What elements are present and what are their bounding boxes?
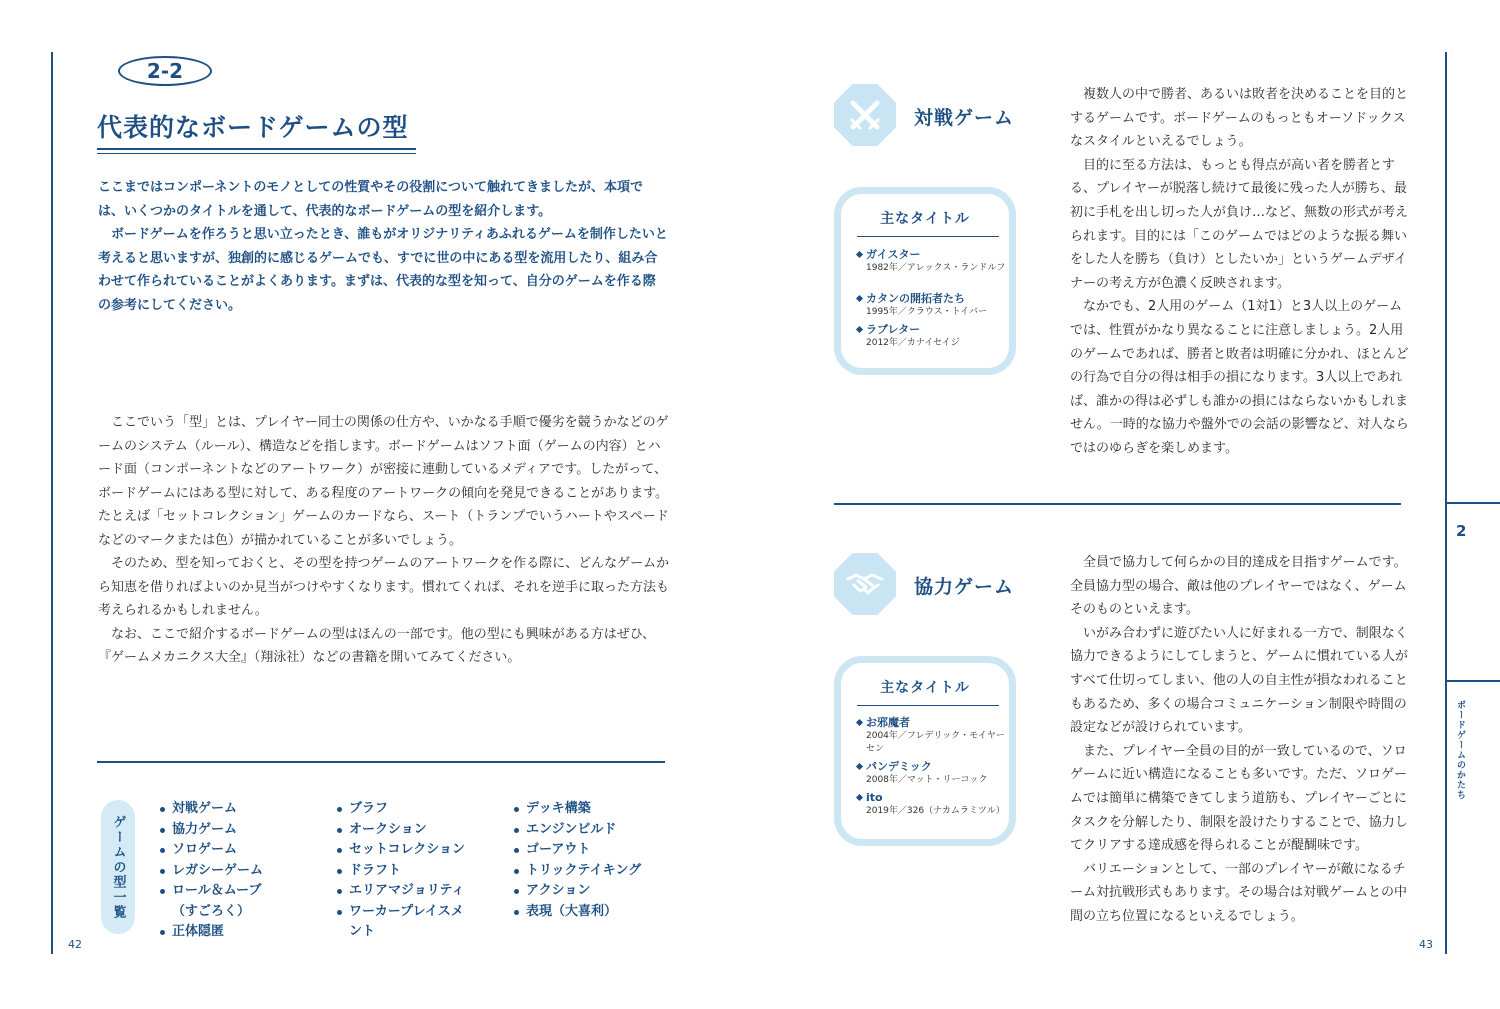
type-item: 対戦ゲーム (158, 799, 298, 820)
body-paragraph: 全員で協力して何らかの目的達成を目指すゲームです。全員協力型の場合、敵は他のプレイヤーではなく、ゲームそのものといえます。 (1070, 555, 1407, 618)
body-paragraph: いがみ合わずに遊びたい人に好まれる一方で、制限なく協力できるようにしてしまうと、ゲームに慣れている人がすべて仕切ってしまい、他の人の自主性が損なわれることもあるため、多くの場合コミュニケーション制限や時間の設定などが設けられています。 (1070, 625, 1409, 736)
body-paragraph: なお、ここで紹介するボードゲームの型はほんの一部です。他の型にも興味がある方はぜひ、『ゲームメカニクス大全』（翔泳社）などの書籍を開いてみてください。 (98, 626, 656, 665)
chapter-label: ボードゲームのかたち (1455, 700, 1465, 800)
versus-text (1070, 83, 1410, 461)
body-paragraph: そのため、型を知っておくと、その型を持つゲームのアートワークを作る際に、どんなゲームから知恵を借りればよいのか見当がつけやすくなります。慣れてくれば、それを逆手に取った方法も考えられるかもしれません。 (98, 556, 670, 618)
titles-box-versus (834, 187, 1016, 375)
body-paragraph: 複数人の中で勝者、あるいは敗者を決めることを目的とするゲームです。ボードゲームのもっともオーソドックスなスタイルといえるでしょう。 (1070, 87, 1409, 150)
title-name: ito (857, 791, 1007, 805)
type-item: エンジンビルド (512, 820, 672, 841)
title-underline-thin (97, 153, 416, 154)
titles-box-rule (857, 705, 999, 706)
type-item: 協力ゲーム (158, 820, 298, 841)
types-list-rule (97, 761, 665, 763)
title-meta: 2019年／326（ナカムラミツル） (866, 806, 1005, 816)
body-text (98, 411, 673, 670)
titles-box-coop (834, 656, 1016, 846)
section-number-badge: 2-2 (118, 56, 212, 86)
handshake-icon (834, 553, 896, 615)
type-item: トリックテイキング (512, 861, 672, 882)
types-column-3 (512, 799, 672, 922)
type-item: ゴーアウト (512, 840, 672, 861)
page-number-left: 42 (68, 938, 82, 951)
page-number-right: 43 (1419, 938, 1433, 951)
type-item: オークション (335, 820, 485, 841)
body-paragraph: ここでいう「型」とは、プレイヤー同士の関係の仕方や、いかなる手順で優劣を競うかなどのゲームのシステム（ルール）、構造などを指します。ボードゲームはソフト面（ゲームの内容）とハード面（コンポーネントなどのアートワーク）が密接に連動しているメディアです。したがって、ボードゲームにはある型に対して、ある程度のアートワークの傾向を発見できることがあります。たとえば「セットコレクション」ゲームのカードなら、スート（トランプでいうハートやスペードなどのマークまたは色）が描かれていることが多いでしょう。 (98, 415, 669, 548)
section-heading-coop: 協力ゲーム (914, 576, 1015, 598)
title-name: カタンの開拓者たち (857, 292, 1007, 306)
section-heading-versus: 対戦ゲーム (914, 107, 1015, 129)
body-paragraph: 目的に至る方法は、もっとも得点が高い者を勝者とする、プレイヤーが脱落し続けて最後に残った人が勝ち、最初に手札を出し切った人が負け…など、無数の形式が考えられます。目的には「このゲームではどのような振る舞いをした人を勝ち（負け）としたいか」というゲームデザイナーの考え方が色濃く反映されます。 (1070, 157, 1409, 291)
body-paragraph: バリエーションとして、一部のプレイヤーが敵になるチーム対抗戦形式もあります。その場合は対戦ゲームとの中間の立ち位置になるといえるでしょう。 (1070, 861, 1407, 924)
type-item: デッキ構築 (512, 799, 672, 820)
page-title: 代表的なボードゲームの型 (97, 113, 409, 142)
body-paragraph: なかでも、2人用のゲーム（1対1）と3人以上のゲームでは、性質がかなり異なることに注意しましょう。2人用のゲームであれば、勝者と敗者は明確に分かれ、ほとんどの行為で自分の得は相手の損になります。3人以上であれば、誰かの得は必ずしも誰かの損にはならないかもしれません。一時的な協力や盤外での会話の影響など、対人ならではのゆらぎを楽しめます。 (1070, 299, 1409, 456)
title-underline (97, 148, 416, 150)
titles-box-heading: 主なタイトル (880, 211, 970, 227)
type-item: ブラフ (335, 799, 485, 820)
title-entry (857, 323, 1007, 350)
type-item: アクション (512, 881, 672, 902)
title-meta: 1982年／アレックス・ランドルフ (866, 263, 1006, 273)
coop-text (1070, 551, 1410, 929)
body-paragraph: また、プレイヤー全員の目的が一致しているので、ソロゲームに近い構造になることも多いです。ただ、ソロゲームでは簡単に構築できてしまう道筋も、プレイヤーごとにタスクを分解したり、制限を設けたりすることで、協力してクリアする達成感を得られることが醍醐味です。 (1070, 743, 1408, 854)
title-entry (857, 248, 1007, 275)
chapter-number: 2 (1456, 522, 1467, 540)
title-name: パンデミック (857, 760, 1007, 774)
types-column-2 (335, 799, 485, 943)
title-meta: 2004年／フレデリック・モイヤーセン (866, 731, 1005, 754)
title-entry (857, 760, 1007, 787)
chapter-tab-border-lower (1445, 680, 1500, 682)
intro-paragraph: ここまではコンポーネントのモノとしての性質やその役割について触れてきましたが、本項では、いくつかのタイトルを通して、代表的なボードゲームの型を紹介します。 (98, 180, 643, 219)
type-item: 正体隠匿 (158, 922, 298, 943)
types-column-1 (158, 799, 298, 943)
type-item: セットコレクション (335, 840, 485, 861)
type-item: ドラフト (335, 861, 485, 882)
section-divider (834, 503, 1401, 505)
type-item: ワーカープレイスメント (335, 902, 464, 943)
title-name: ラブレター (857, 323, 1007, 337)
crossed-swords-icon (834, 84, 896, 146)
title-entry (857, 292, 1007, 319)
intro-paragraph: ボードゲームを作ろうと思い立ったとき、誰もがオリジナリティあふれるゲームを制作したいと考えると思いますが、独創的に感じるゲームでも、すでに世の中にある型を流用したり、組み合わせて作られていることがよくあります。まずは、代表的な型を知って、自分のゲームを作る際の参考にしてください。 (98, 227, 668, 313)
title-meta: 2008年／マット・リーコック (866, 775, 988, 785)
title-meta: 2012年／カナイセイジ (866, 338, 960, 348)
type-item: ソロゲーム (158, 840, 298, 861)
types-list-label: ゲームの型一覧 (101, 800, 135, 934)
left-page-border (51, 52, 53, 954)
intro-text (98, 176, 668, 317)
titles-box-heading: 主なタイトル (880, 680, 970, 696)
type-item: ロール＆ムーブ（すごろく） (158, 881, 282, 922)
title-entry (857, 791, 1007, 818)
title-name: お邪魔者 (857, 716, 1007, 730)
type-item: エリアマジョリティ (335, 881, 485, 902)
type-item: 表現（大喜利） (512, 902, 672, 923)
type-item: レガシーゲーム (158, 861, 298, 882)
chapter-tab-border (1445, 502, 1500, 504)
title-entry (857, 716, 1007, 756)
title-meta: 1995年／クラウス・トイバー (866, 307, 988, 317)
title-name: ガイスター (857, 248, 1007, 262)
titles-box-rule (857, 236, 999, 237)
